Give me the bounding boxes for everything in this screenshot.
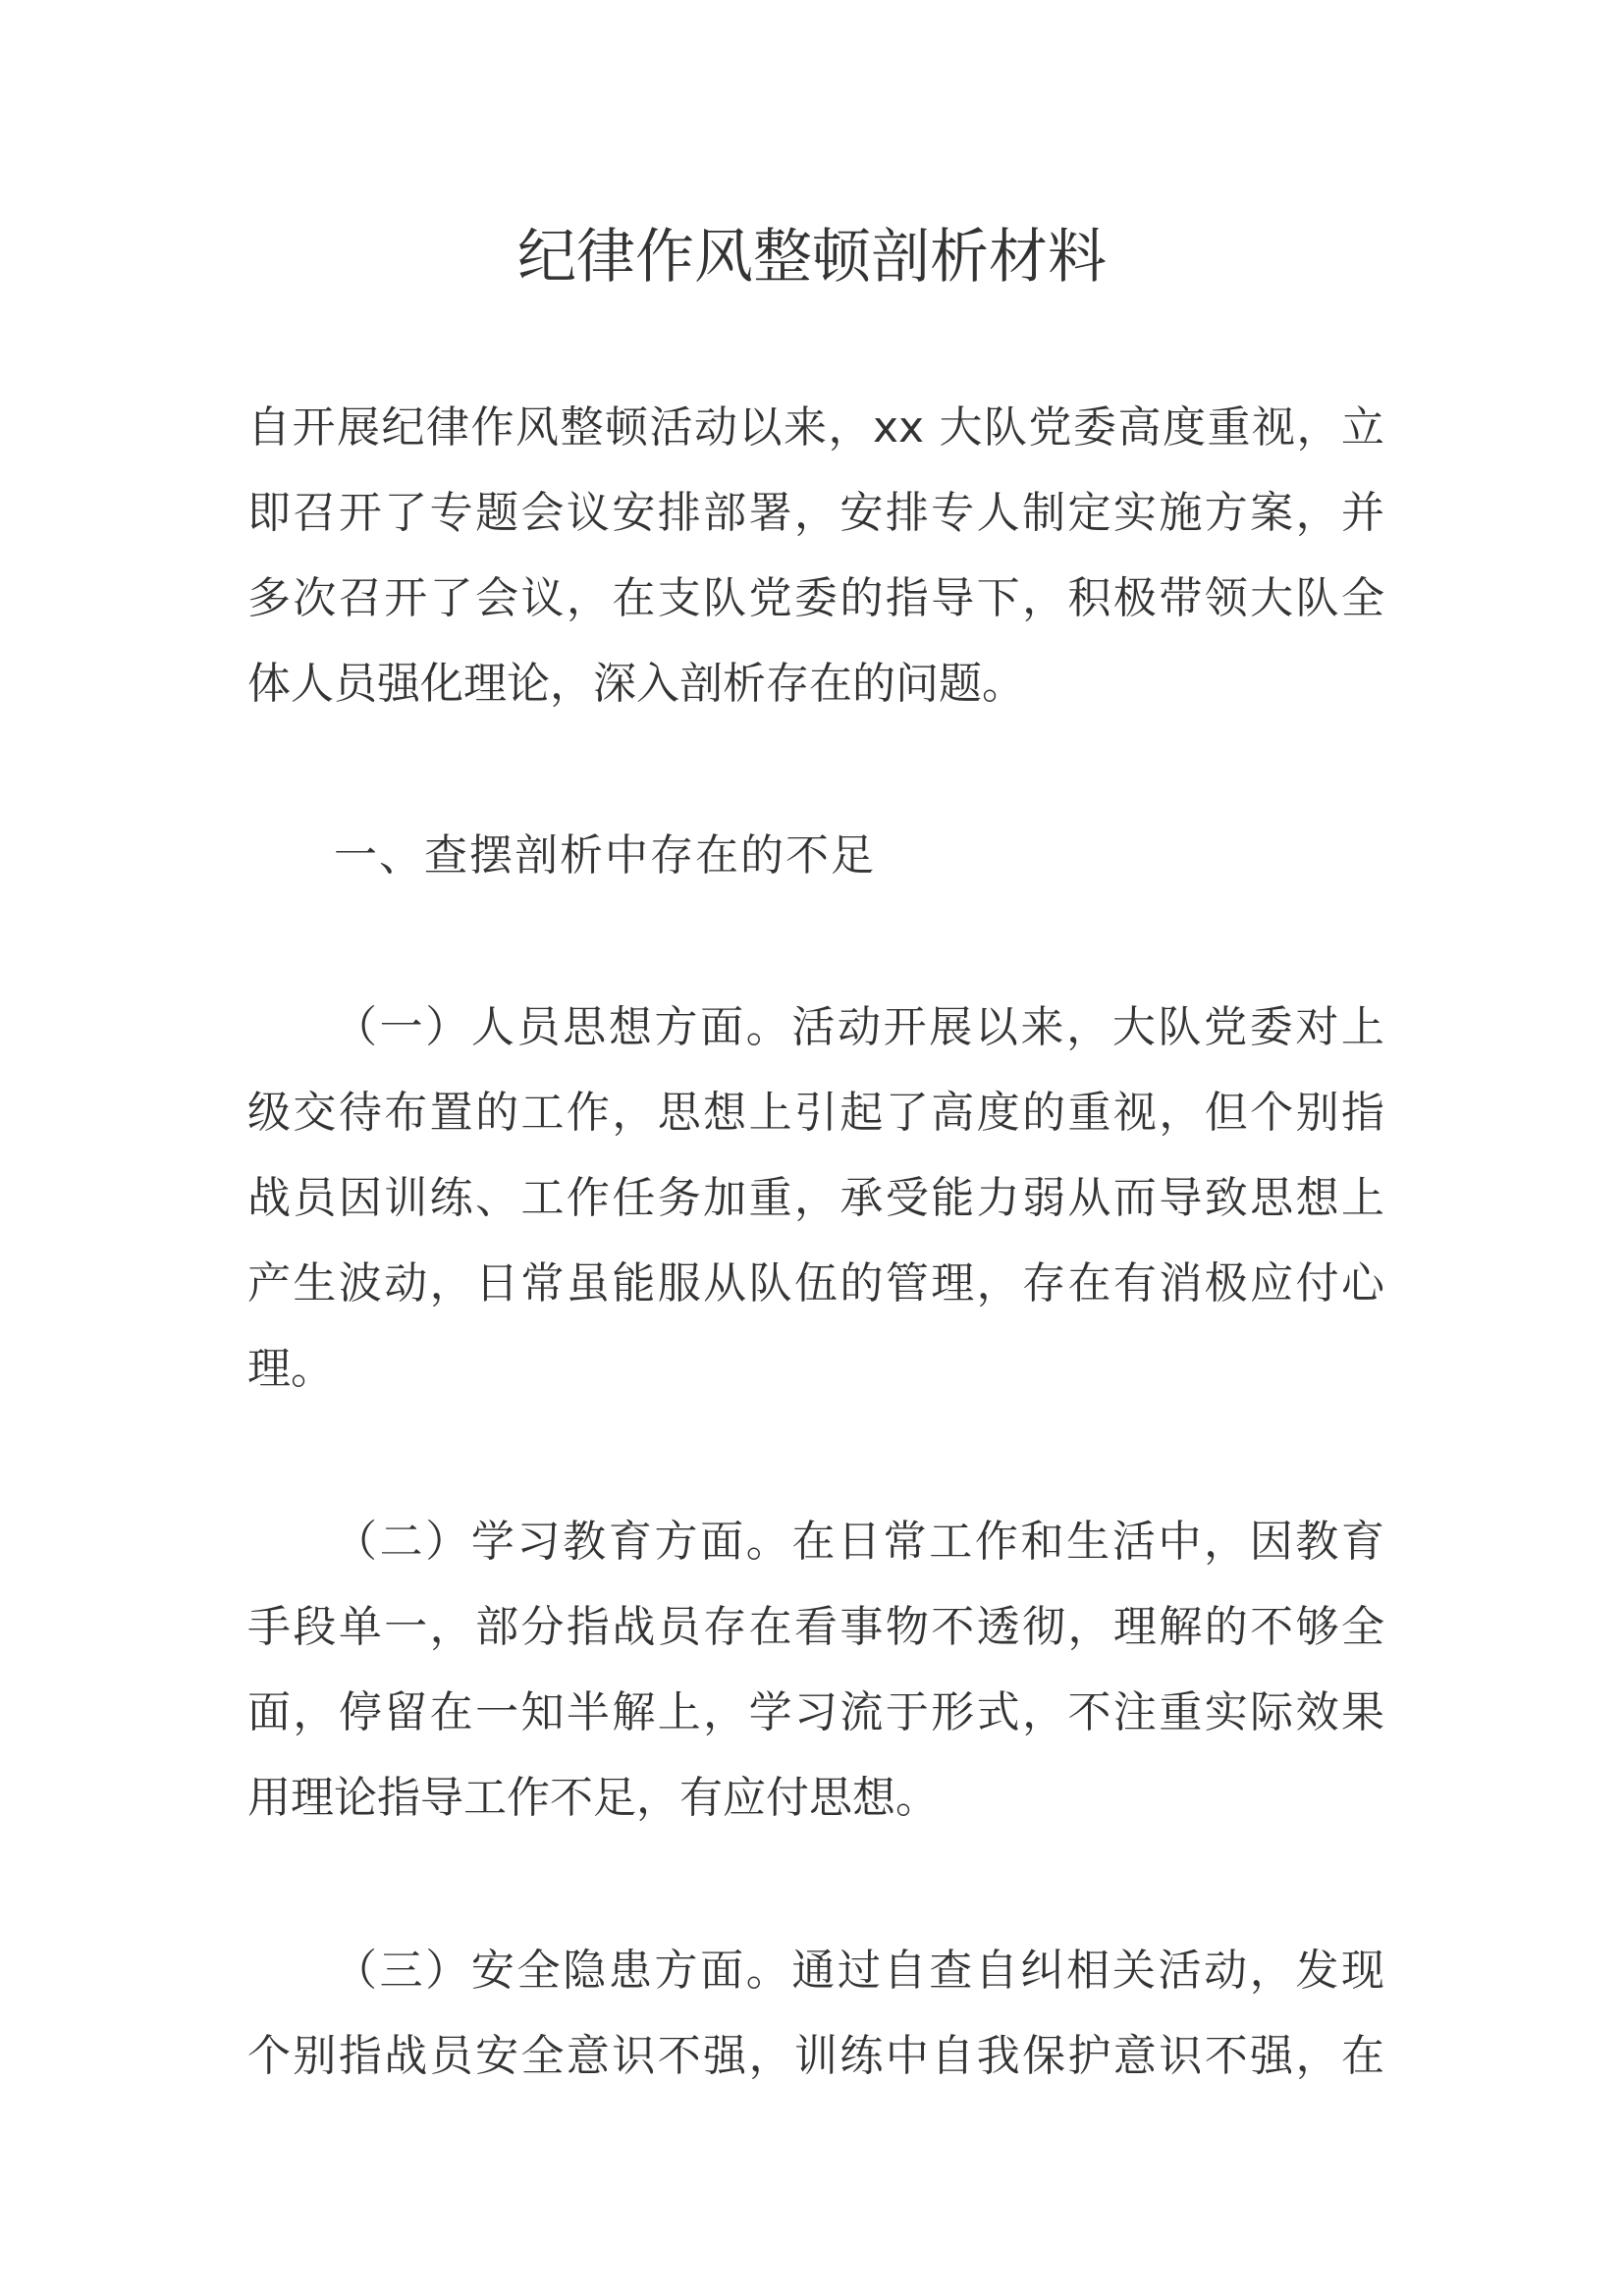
paragraph-line: 级交待布置的工作，思想上引起了高度的重视，但个别指 (247, 1088, 1384, 1138)
document-title: 纪律作风整顿剖析材料 (517, 223, 1107, 292)
paragraph-line: 产生波动，日常虽能服从队伍的管理，存在有消极应付心 (247, 1258, 1384, 1308)
paragraph-line: 个别指战员安全意识不强，训练中自我保护意识不强，在 (247, 2031, 1384, 2081)
paragraph-line: 多次召开了会议，在支队党委的指导下，积极带领大队全 (247, 573, 1384, 623)
paragraph-line: 即召开了专题会议安排部署，安排专人制定实施方案，并 (247, 488, 1384, 538)
paragraph-line: 用理论指导工作不足，有应付思想。 (247, 1773, 939, 1823)
paragraph-line: 战员因训练、工作任务加重，承受能力弱从而导致思想上 (247, 1173, 1384, 1223)
paragraph-line: （三）安全隐患方面。通过自查自纠相关活动，发现 (334, 1946, 1384, 1996)
paragraph-line: 面，停留在一知半解上，学习流于形式，不注重实际效果 (247, 1687, 1384, 1737)
paragraph-line: 理。 (247, 1344, 334, 1394)
paragraph-line: 自开展纪律作风整顿活动以来，xx 大队党委高度重视，立 (247, 402, 1384, 453)
paragraph-line: 体人员强化理论，深入剖析存在的问题。 (247, 659, 1025, 709)
paragraph-line: （二）学习教育方面。在日常工作和生活中，因教育 (334, 1517, 1384, 1567)
paragraph-line: （一）人员思想方面。活动开展以来，大队党委对上 (334, 1002, 1384, 1052)
section-heading: 一、查摆剖析中存在的不足 (334, 830, 876, 881)
paragraph-line: 手段单一，部分指战员存在看事物不透彻，理解的不够全 (247, 1602, 1384, 1652)
